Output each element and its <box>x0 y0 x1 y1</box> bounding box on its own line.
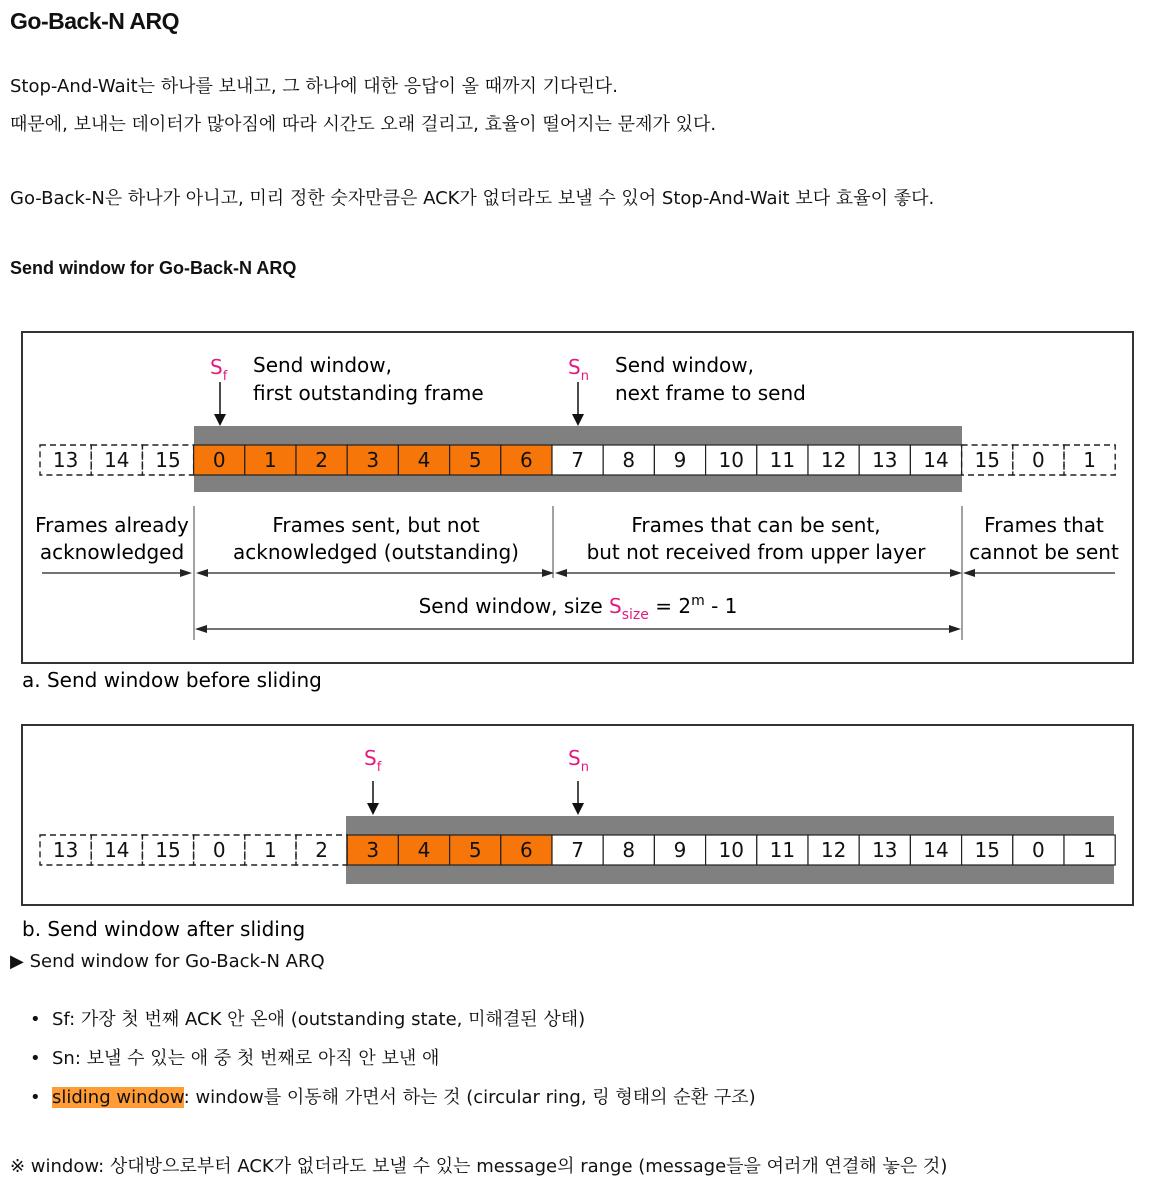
frame-number: 13 <box>52 838 79 862</box>
frame-number: 2 <box>315 838 328 862</box>
send-window-after-figure <box>0 715 1151 947</box>
frame-number: 0 <box>212 448 226 472</box>
intro-line-1: Stop-And-Wait는 하나를 보내고, 그 하나에 대한 응답이 올 때까지 기다린다. <box>10 76 618 97</box>
frame-number: 6 <box>520 838 533 862</box>
frame-number: 12 <box>820 448 847 472</box>
list-item <box>0 1000 756 1039</box>
window-note: ※ window: 상대방으로부터 ACK가 없더라도 보낼 수 있는 message의 range (message들을 여러개 연결해 놓은 것) <box>10 1156 948 1177</box>
highlighted-term: sliding window <box>52 1087 184 1108</box>
frame-number: 4 <box>417 838 431 862</box>
frame-number: 2 <box>315 448 328 472</box>
bullet-sn-text: Sn: 보낼 수 있는 애 중 첫 번째로 아직 안 보낸 애 <box>52 1048 440 1069</box>
list-item <box>0 1039 756 1078</box>
intro-line-3: Go-Back-N은 하나가 아니고, 미리 정한 숫자만큼은 ACK가 없더라도 보낼 수 있어 Stop-And-Wait 보다 효율이 좋다. <box>10 188 935 209</box>
sf-pointer-label: $S_f$ <box>364 746 382 775</box>
region-acked-label-1: Frames already <box>35 513 189 537</box>
region-blocked-label-1: Frames that <box>984 513 1104 537</box>
section-subtitle: Send window for Go-Back-N ARQ <box>10 258 297 278</box>
window-size-formula: Send window, size $S_{size} = 2^m - 1$ <box>418 593 738 623</box>
frame-number: 9 <box>673 838 687 862</box>
frame-number: 12 <box>820 838 847 862</box>
frame-number: 14 <box>923 838 949 862</box>
figure-caption: ▶ Send window for Go-Back-N ARQ <box>10 951 325 972</box>
sf-description-1: Send window, <box>253 353 392 377</box>
frame-number: 13 <box>872 448 898 472</box>
frame-number: 1 <box>1083 838 1096 862</box>
frame-number: 6 <box>520 448 533 472</box>
frame-number: 5 <box>468 448 482 472</box>
frame-number: 7 <box>571 448 584 472</box>
bullet-sliding-text: : window를 이동해 가면서 하는 것 (circular ring, 링 형태의 순환 구조) <box>183 1087 756 1108</box>
frame-number: 8 <box>622 448 636 472</box>
figure-a-caption: a. Send window before sliding <box>22 668 322 692</box>
frame-number: 11 <box>769 838 796 862</box>
frame-number: 8 <box>622 838 636 862</box>
bullet-list <box>0 1000 756 1117</box>
region-outstanding-label-1: Frames sent, but not <box>272 513 480 537</box>
sf-description-2: first outstanding frame <box>253 381 484 405</box>
frame-number: 13 <box>52 448 79 472</box>
sn-description-1: Send window, <box>615 353 754 377</box>
frame-number: 0 <box>1032 838 1045 862</box>
frame-number: 1 <box>264 838 277 862</box>
send-window-before-figure <box>0 320 1151 700</box>
frame-number: 15 <box>155 448 181 472</box>
list-item <box>0 1078 756 1117</box>
frame-number: 0 <box>212 838 226 862</box>
intro-line-2: 때문에, 보내는 데이터가 많아짐에 따라 시간도 오래 걸리고, 효율이 떨어지는 문제가 있다. <box>10 114 717 135</box>
frame-number: 4 <box>417 448 431 472</box>
region-outstanding-label-2: acknowledged (outstanding) <box>233 540 519 564</box>
frame-number: 1 <box>1083 448 1096 472</box>
frame-number: 10 <box>718 838 744 862</box>
region-blocked-label-2: cannot be sent <box>969 540 1119 564</box>
frame-number: 1 <box>264 448 277 472</box>
frame-number: 7 <box>571 838 584 862</box>
bullet-sf-text: Sf: 가장 첫 번째 ACK 안 온애 (outstanding state, 미해결된 상태) <box>52 1009 586 1030</box>
sn-pointer-label: $S_n$ <box>568 746 589 775</box>
sn-description-2: next frame to send <box>615 381 806 405</box>
frame-number: 14 <box>104 448 130 472</box>
region-sendable-label-2: but not received from upper layer <box>586 540 926 564</box>
frame-number: 15 <box>155 838 181 862</box>
frame-number: 3 <box>366 448 380 472</box>
figure-b-caption: b. Send window after sliding <box>22 917 306 941</box>
sn-pointer-label: $S_n$ <box>568 355 589 384</box>
region-sendable-label-1: Frames that can be sent, <box>631 513 881 537</box>
frame-number: 11 <box>769 448 796 472</box>
frame-number: 15 <box>974 448 1000 472</box>
frame-number: 0 <box>1032 448 1045 472</box>
sf-pointer-label: $S_f$ <box>210 355 228 384</box>
frame-number: 15 <box>974 838 1000 862</box>
page-title: Go-Back-N ARQ <box>10 8 179 34</box>
region-acked-label-2: acknowledged <box>39 540 185 564</box>
frame-number: 13 <box>872 838 898 862</box>
frame-number: 14 <box>104 838 130 862</box>
frame-number: 14 <box>923 448 949 472</box>
frame-number: 9 <box>673 448 687 472</box>
frame-number: 10 <box>718 448 744 472</box>
frame-number: 5 <box>468 838 482 862</box>
frame-number: 3 <box>366 838 380 862</box>
